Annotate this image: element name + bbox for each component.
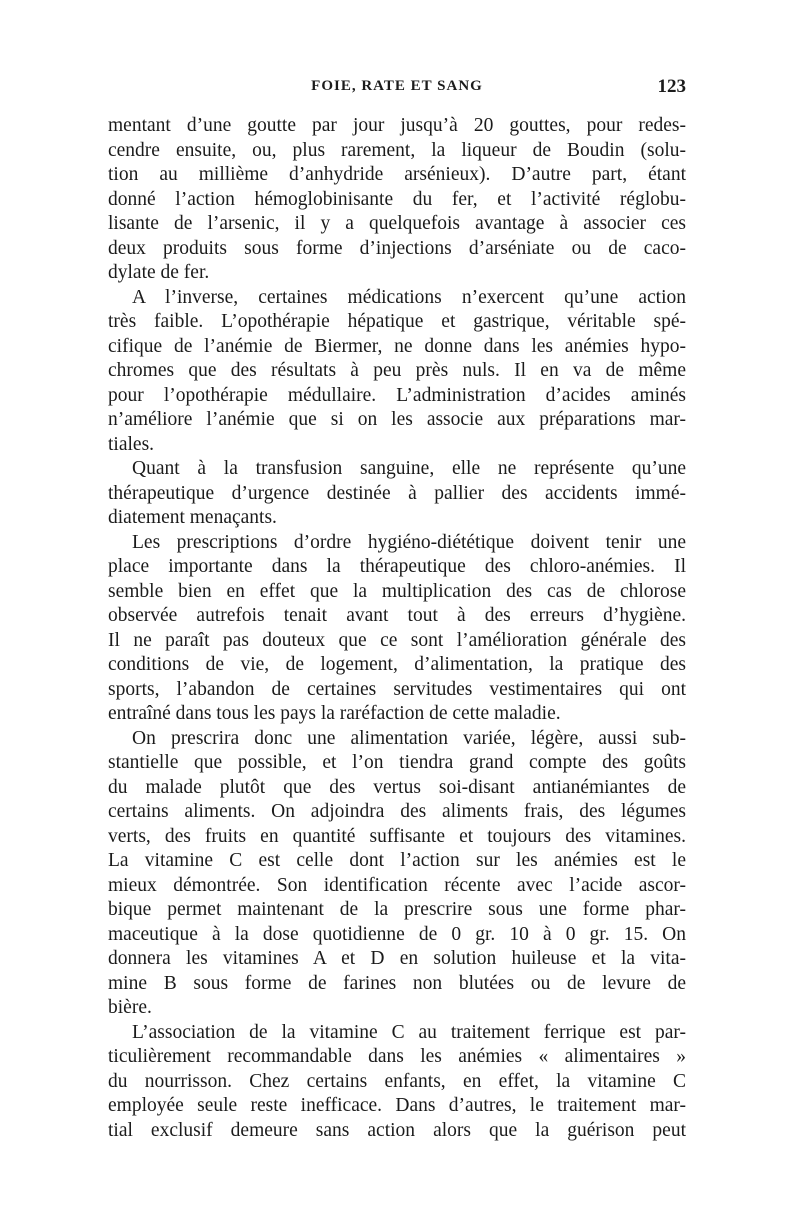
text-line: cifique de l’anémie de Biermer, ne donne dans les anémies hypo- [108,335,686,357]
text-line: A l’inverse, certaines médications n’exercent qu’une action [132,286,686,308]
text-line: donnera les vitamines A et D en solution huileuse et la vita- [108,948,686,969]
text-line: chromes que des résultats à peu près nuls. Il en va de même [108,360,686,381]
text-line: La vitamine C est celle dont l’action sur les anémies est le [108,850,686,871]
text-line: L’association de la vitamine C au traitement ferrique est par- [132,1021,686,1043]
text-line: bique permet maintenant de la prescrire sous une forme phar- [108,899,686,920]
text-line: stantielle que possible, et l’on tiendra grand compte des goûts [108,752,686,773]
text-line: pour l’opothérapie médullaire. L’administration d’acides aminés [108,384,686,406]
paragraph [108,727,686,1021]
text-line: bière. [108,997,152,1018]
text-line: thérapeutique d’urgence destinée à pallier des accidents immé- [108,482,686,504]
text-line: lisante de l’arsenic, il y a quelquefois avantage à associer ces [108,213,686,234]
text-line: semble bien en effet que la multiplication des cas de chlorose [108,580,686,602]
running-header [108,76,686,100]
text-line: On prescrira donc une alimentation variée, légère, aussi sub- [132,727,686,749]
text-line: entraîné dans tous les pays la raréfaction de cette maladie. [108,703,561,724]
text-line: Quant à la transfusion sanguine, elle ne représente qu’une [132,458,686,479]
page-number: 123 [657,76,686,97]
paragraph [108,457,686,531]
text-line: deux produits sous forme d’injections d’arséniate ou de caco- [108,237,686,259]
text-line: tiales. [108,433,155,455]
paragraph [108,531,686,727]
text-line: mine B sous forme de farines non blutées ou de levure de [108,972,686,994]
text-line: du nourrisson. Chez certains enfants, en effet, la vitamine C [108,1070,686,1092]
text-line: Les prescriptions d’ordre hygiéno-diététique doivent tenir une [132,531,686,553]
running-title: FOIE, RATE ET SANG [311,78,483,94]
text-line: observée autrefois tenait avant tout à des erreurs d’hygiène. [108,605,686,626]
text-line: Il ne paraît pas douteux que ce sont l’amélioration générale des [108,629,686,651]
text-line: tial exclusif demeure sans action alors que la guérison peut [108,1119,686,1141]
text-line: sports, l’abandon de certaines servitudes vestimentaires qui ont [108,678,686,700]
text-line: n’améliore l’anémie que si on les associe aux préparations mar- [108,409,686,430]
text-line: très faible. L’opothérapie hépatique et gastrique, véritable spé- [108,311,686,332]
text-line: employée seule reste inefficace. Dans d’autres, le traitement mar- [108,1095,686,1116]
paragraph [108,114,686,286]
text-line: diatement menaçants. [108,507,277,528]
paragraph [108,1021,686,1144]
text-line: tion au millième d’anhydride arsénieux). D’autre part, étant [108,164,686,185]
text-line: donné l’action hémoglobinisante du fer, et l’activité réglobu- [108,188,686,210]
paragraph [108,286,686,458]
text-line: mentant d’une goutte par jour jusqu’à 20 gouttes, pour redes- [108,115,686,136]
text-line: place importante dans la thérapeutique des chloro-anémies. Il [108,556,686,577]
text-line: du malade plutôt que des vertus soi-disant antianémiantes de [108,776,686,798]
text-line: conditions de vie, de logement, d’alimentation, la pratique des [108,654,686,675]
text-line: cendre ensuite, ou, plus rarement, la liqueur de Boudin (solu- [108,139,686,161]
text-line: certains aliments. On adjoindra des aliments frais, des légumes [108,801,686,822]
text-line: verts, des fruits en quantité suffisante et toujours des vitamines. [108,825,686,847]
text-line: mieux démontrée. Son identification récente avec l’acide ascor- [108,874,686,896]
body-text [108,114,686,1143]
text-line: dylate de fer. [108,262,210,283]
text-line: maceutique à la dose quotidienne de 0 gr. 10 à 0 gr. 15. On [108,923,686,945]
text-line: ticulièrement recommandable dans les anémies « alimentaires » [108,1046,686,1067]
